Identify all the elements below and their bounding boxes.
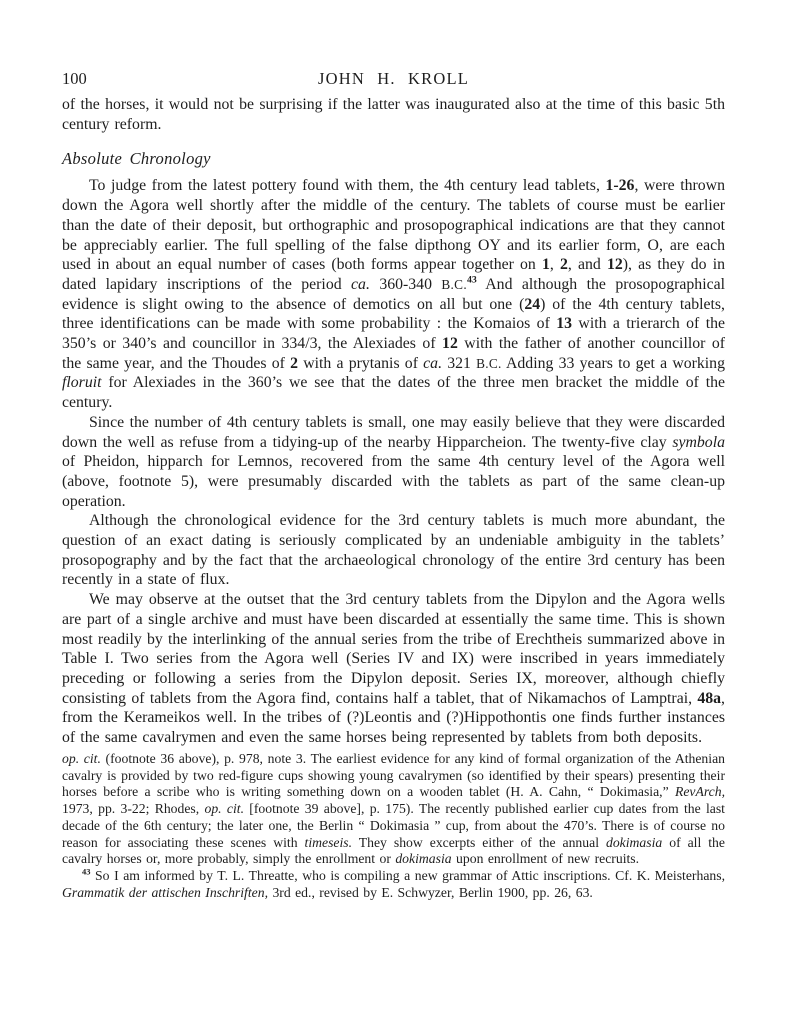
text-run: RevArch, [674,784,725,800]
text-run: dokimasia [395,851,452,867]
text-run: ), as they do in dated lapidary inscriptions of the period [62,256,726,293]
text-run: 43 [82,866,91,877]
page-body [62,95,725,748]
footnote-43 [62,868,725,901]
text-run: [footnote 39 above], p. 175). The recently published earlier cup dates from the last decade of the 6th century; the later one, the Berlin “ Dokimasia ” cup, from about the 470’s. There is of course no reason for associating these scenes with [62,801,725,850]
text-run: with a trierarch of the 350’s or 340’s and councillor in 334/3, the Alexiades of [62,315,725,353]
text-run: Although the chronological evidence for the 3rd century tablets is much more abundant, the question of an exact dating is seriously complicated by an undeniable ambiguity in the tablets’ prosopography and by the fact that the archaeological chronology of the entire 3rd century has been recently in a state of flux. [62,512,725,589]
text-run: symbola [672,433,725,451]
text-run: of all the cavalry horses or, more probably, simply the enrollment or [62,834,725,867]
text-run: 2 [290,354,298,372]
text-run: And although the prosopographical evidence is slight owing to the absence of demotics on all but one ( [62,275,725,313]
text-run: floruit [62,374,102,392]
text-run: Grammatik der attischen Inschriften, [62,884,269,900]
text-run: op. cit. [62,751,101,766]
paragraph-1 [62,176,725,412]
paragraph-4 [62,590,725,748]
text-run: , [549,256,560,274]
text-run: with a prytanis of [297,354,424,372]
text-run: 321 [442,354,477,372]
text-run: with the father of another councillor of the same year, and the Thoudes of [62,335,725,372]
text-run: 12 [606,256,623,274]
text-run: upon enrollment of new recruits. [451,851,640,867]
text-run: 1-26 [605,177,635,195]
paragraph-3 [62,511,725,590]
text-run: Adding 33 years to get a working [501,354,725,372]
text-run: op. cit. [204,801,244,817]
text-run: 1973, pp. 3-22; Rhodes, [62,801,205,817]
text-run: of the horses, it would not be surprising if the latter was inaugurated also at the time of this basic 5th century reform. [62,96,725,133]
text-run: , from the Kerameikos well. In the tribes of (?)Leontis and (?)Hippothontis one finds further instances of the same cavalrymen and even the same horses being represented by tablets from both deposits. [62,689,725,747]
text-run: 13 [556,315,573,333]
text-run: timeseis. [304,834,353,850]
text-run: 12 [442,335,458,353]
paragraph-continuation [62,95,725,134]
text-run: for Alexiades in the 360’s we see that the dates of the three men bracket the middle of the century. [62,374,725,412]
text-run: 48a [697,689,722,707]
running-head: JOHN H. KROLL [317,69,470,88]
text-run: , were thrown down the Agora well shortly after the middle of the century. The tablets of course must be earlier than the date of their deposit, but orthographic and prosopographical indications are that they cannot be appreciably earlier. The full spelling of the false dipthong OY and its earlier form, O, are each used in about an equal number of cases (both forms appear together on [62,177,725,274]
text-run: B.C. [441,276,467,292]
text-run: So I am informed by T. L. Threatte, who is compiling a new grammar of Attic inscriptions. Cf. K. Meisterhans, [90,867,725,883]
text-run: 24 [524,295,541,313]
footnote-continuation [62,751,725,868]
text-run: (footnote 36 above), p. 978, note 3. The earliest evidence for any kind of formal organization of the Athenian cavalry is provided by two red-figure cups showing young cavalrymen (so identified by their spears) presenting their horses before a scribe who is writing something down on a wooden tablet (H. A. Cahn, “ Dokimasia,” [62,751,725,800]
text-run: Since the number of 4th century tablets is small, one may easily believe that they were discarded down the well as refuse from a tidying-up of the nearby Hipparcheion. The twenty-five clay [62,413,725,451]
text-run: B.C. [476,355,502,371]
text-run: To judge from the latest pottery found with them, the 4th century lead tablets, [89,177,606,195]
text-run: 360-340 [369,275,442,293]
text-run: 2 [560,256,568,274]
text-run: dokimasia [605,834,663,850]
text-run: They show excerpts either of the annual [352,834,606,850]
text-run: ca. [423,354,443,372]
paragraph-2 [62,413,725,512]
text-run: , and [567,256,607,274]
text-run: We may observe at the outset that the 3rd century tablets from the Dipylon and the Agora wells are part of a single archive and must have been discarded at essentially the same time. This is shown most readily by the interlinking of the annual series from the tribe of Erechtheis summarized above in Table I. Two series from the Agora well (Series IV and IX) were inscribed in years immediately preceding or following a series from the Dipylon deposit. Series IX, moreover, although chiefly consisting of tablets from the Agora find, contains half a tablet, that of Nikamachos of Lamptrai, [62,591,725,707]
text-run: 43 [466,274,477,286]
text-run: 3rd ed., revised by E. Schwyzer, Berlin 1900, pp. 26, 63. [268,884,593,900]
page-header [62,69,725,88]
text-run: ca. [351,275,370,293]
page-number: 100 [62,69,87,88]
section-heading: Absolute Chronology [62,149,211,169]
text-run: 1 [541,256,550,274]
text-run: ) of the 4th century tablets, three identifications can be made with some probability : the Komaios of [62,295,726,333]
text-run: of Pheidon, hipparch for Lemnos, recovered from the same 4th century level of the Agora well (above, footnote 5), were presumably discarded with the tablets as part of the same clean-up operation. [62,453,725,510]
footnotes-section [62,751,725,901]
